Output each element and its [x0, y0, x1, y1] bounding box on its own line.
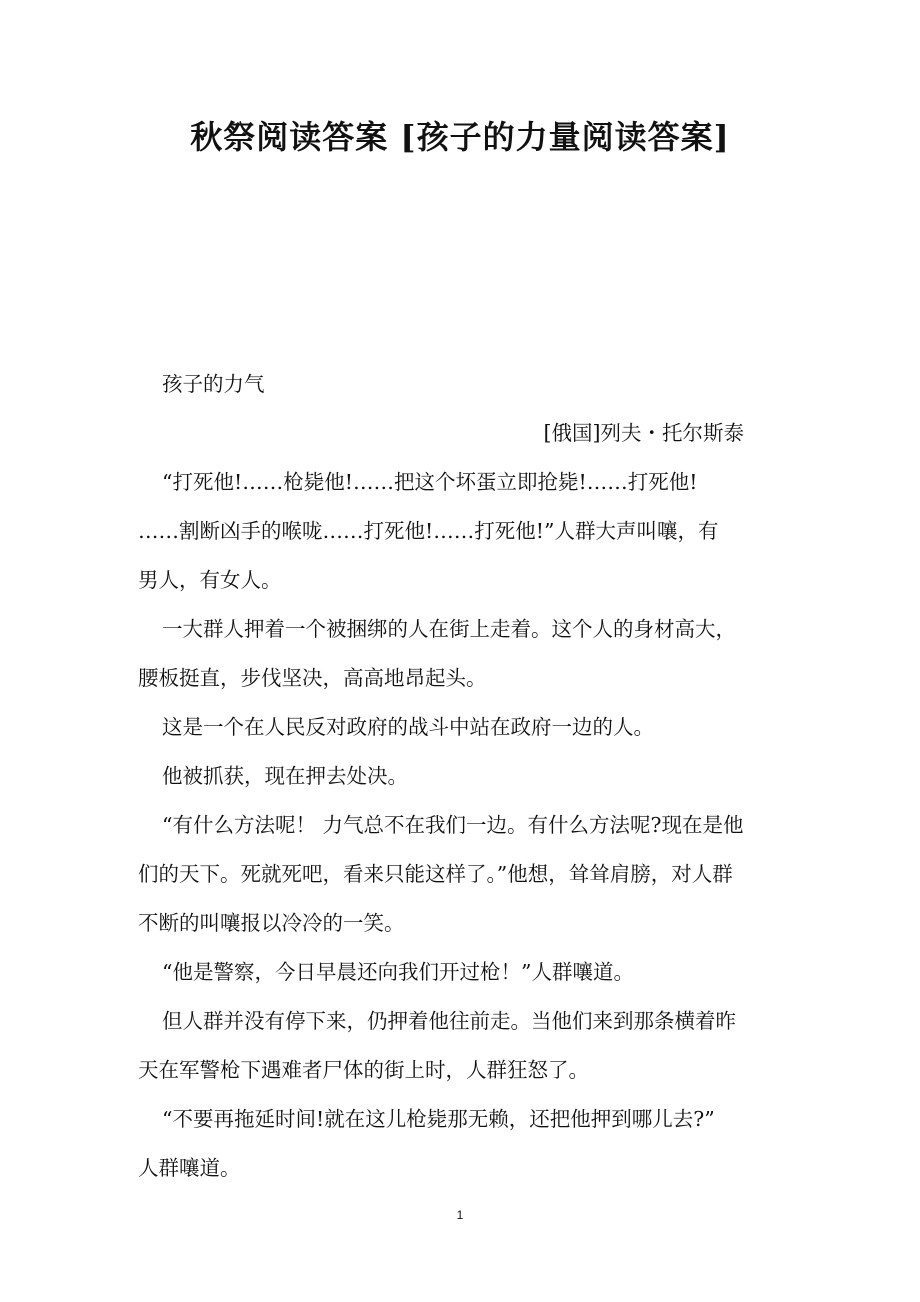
paragraph-line: 们的天下。死就死吧，看来只能这样了。”他想，耸耸肩膀，对人群 [138, 862, 733, 886]
paragraph-line: 这是一个在人民反对政府的战斗中站在政府一边的人。 [162, 715, 654, 739]
paragraph-line: “有什么方法呢！ 力气总不在我们一边。有什么方法呢?现在是他 [162, 813, 744, 837]
document-title: 秋祭阅读答案 [孩子的力量阅读答案] [190, 118, 730, 156]
paragraph [138, 801, 788, 948]
paragraph-line: “打死他!……枪毙他!……把这个坏蛋立即抢毙!……打死他! [162, 470, 698, 494]
paragraph-line: 不断的叫嚷报以冷冷的一笑。 [138, 911, 405, 935]
paragraph [138, 605, 788, 703]
paragraph [138, 997, 788, 1095]
page-number: 1 [456, 1208, 464, 1222]
paragraph-line: “他是警察，今日早晨还向我们开过枪！”人群嚷道。 [162, 960, 634, 984]
paragraph [138, 703, 788, 752]
paragraph-line: 天在军警枪下遇难者尸体的街上时，人群狂怒了。 [138, 1058, 589, 1082]
document-body [138, 360, 788, 1193]
paragraph-line: 但人群并没有停下来，仍押着他往前走。当他们来到那条横着昨 [162, 1009, 736, 1033]
paragraph-line: 人群嚷道。 [138, 1156, 241, 1180]
paragraph [138, 948, 788, 997]
paragraph-line: 男人，有女人。 [138, 568, 282, 592]
paragraph-line: 腰板挺直，步伐坚决，高高地昂起头。 [138, 666, 487, 690]
paragraph [138, 1095, 788, 1193]
paragraph [138, 458, 788, 605]
story-title: 孩子的力气 [162, 372, 265, 396]
paragraphs [138, 458, 788, 1193]
paragraph-line: 他被抓获，现在押去处决。 [162, 764, 408, 788]
paragraph [138, 752, 788, 801]
author-line: [俄国]列夫・托尔斯泰 [543, 421, 744, 445]
paragraph-line: 一大群人押着一个被捆绑的人在街上走着。这个人的身材高大， [162, 617, 736, 641]
paragraph-line: “不要再拖延时间!就在这儿枪毙那无赖，还把他押到哪儿去?” [162, 1107, 715, 1131]
paragraph-line: ……割断凶手的喉咙……打死他!……打死他!”人群大声叫嚷，有 [138, 519, 719, 543]
